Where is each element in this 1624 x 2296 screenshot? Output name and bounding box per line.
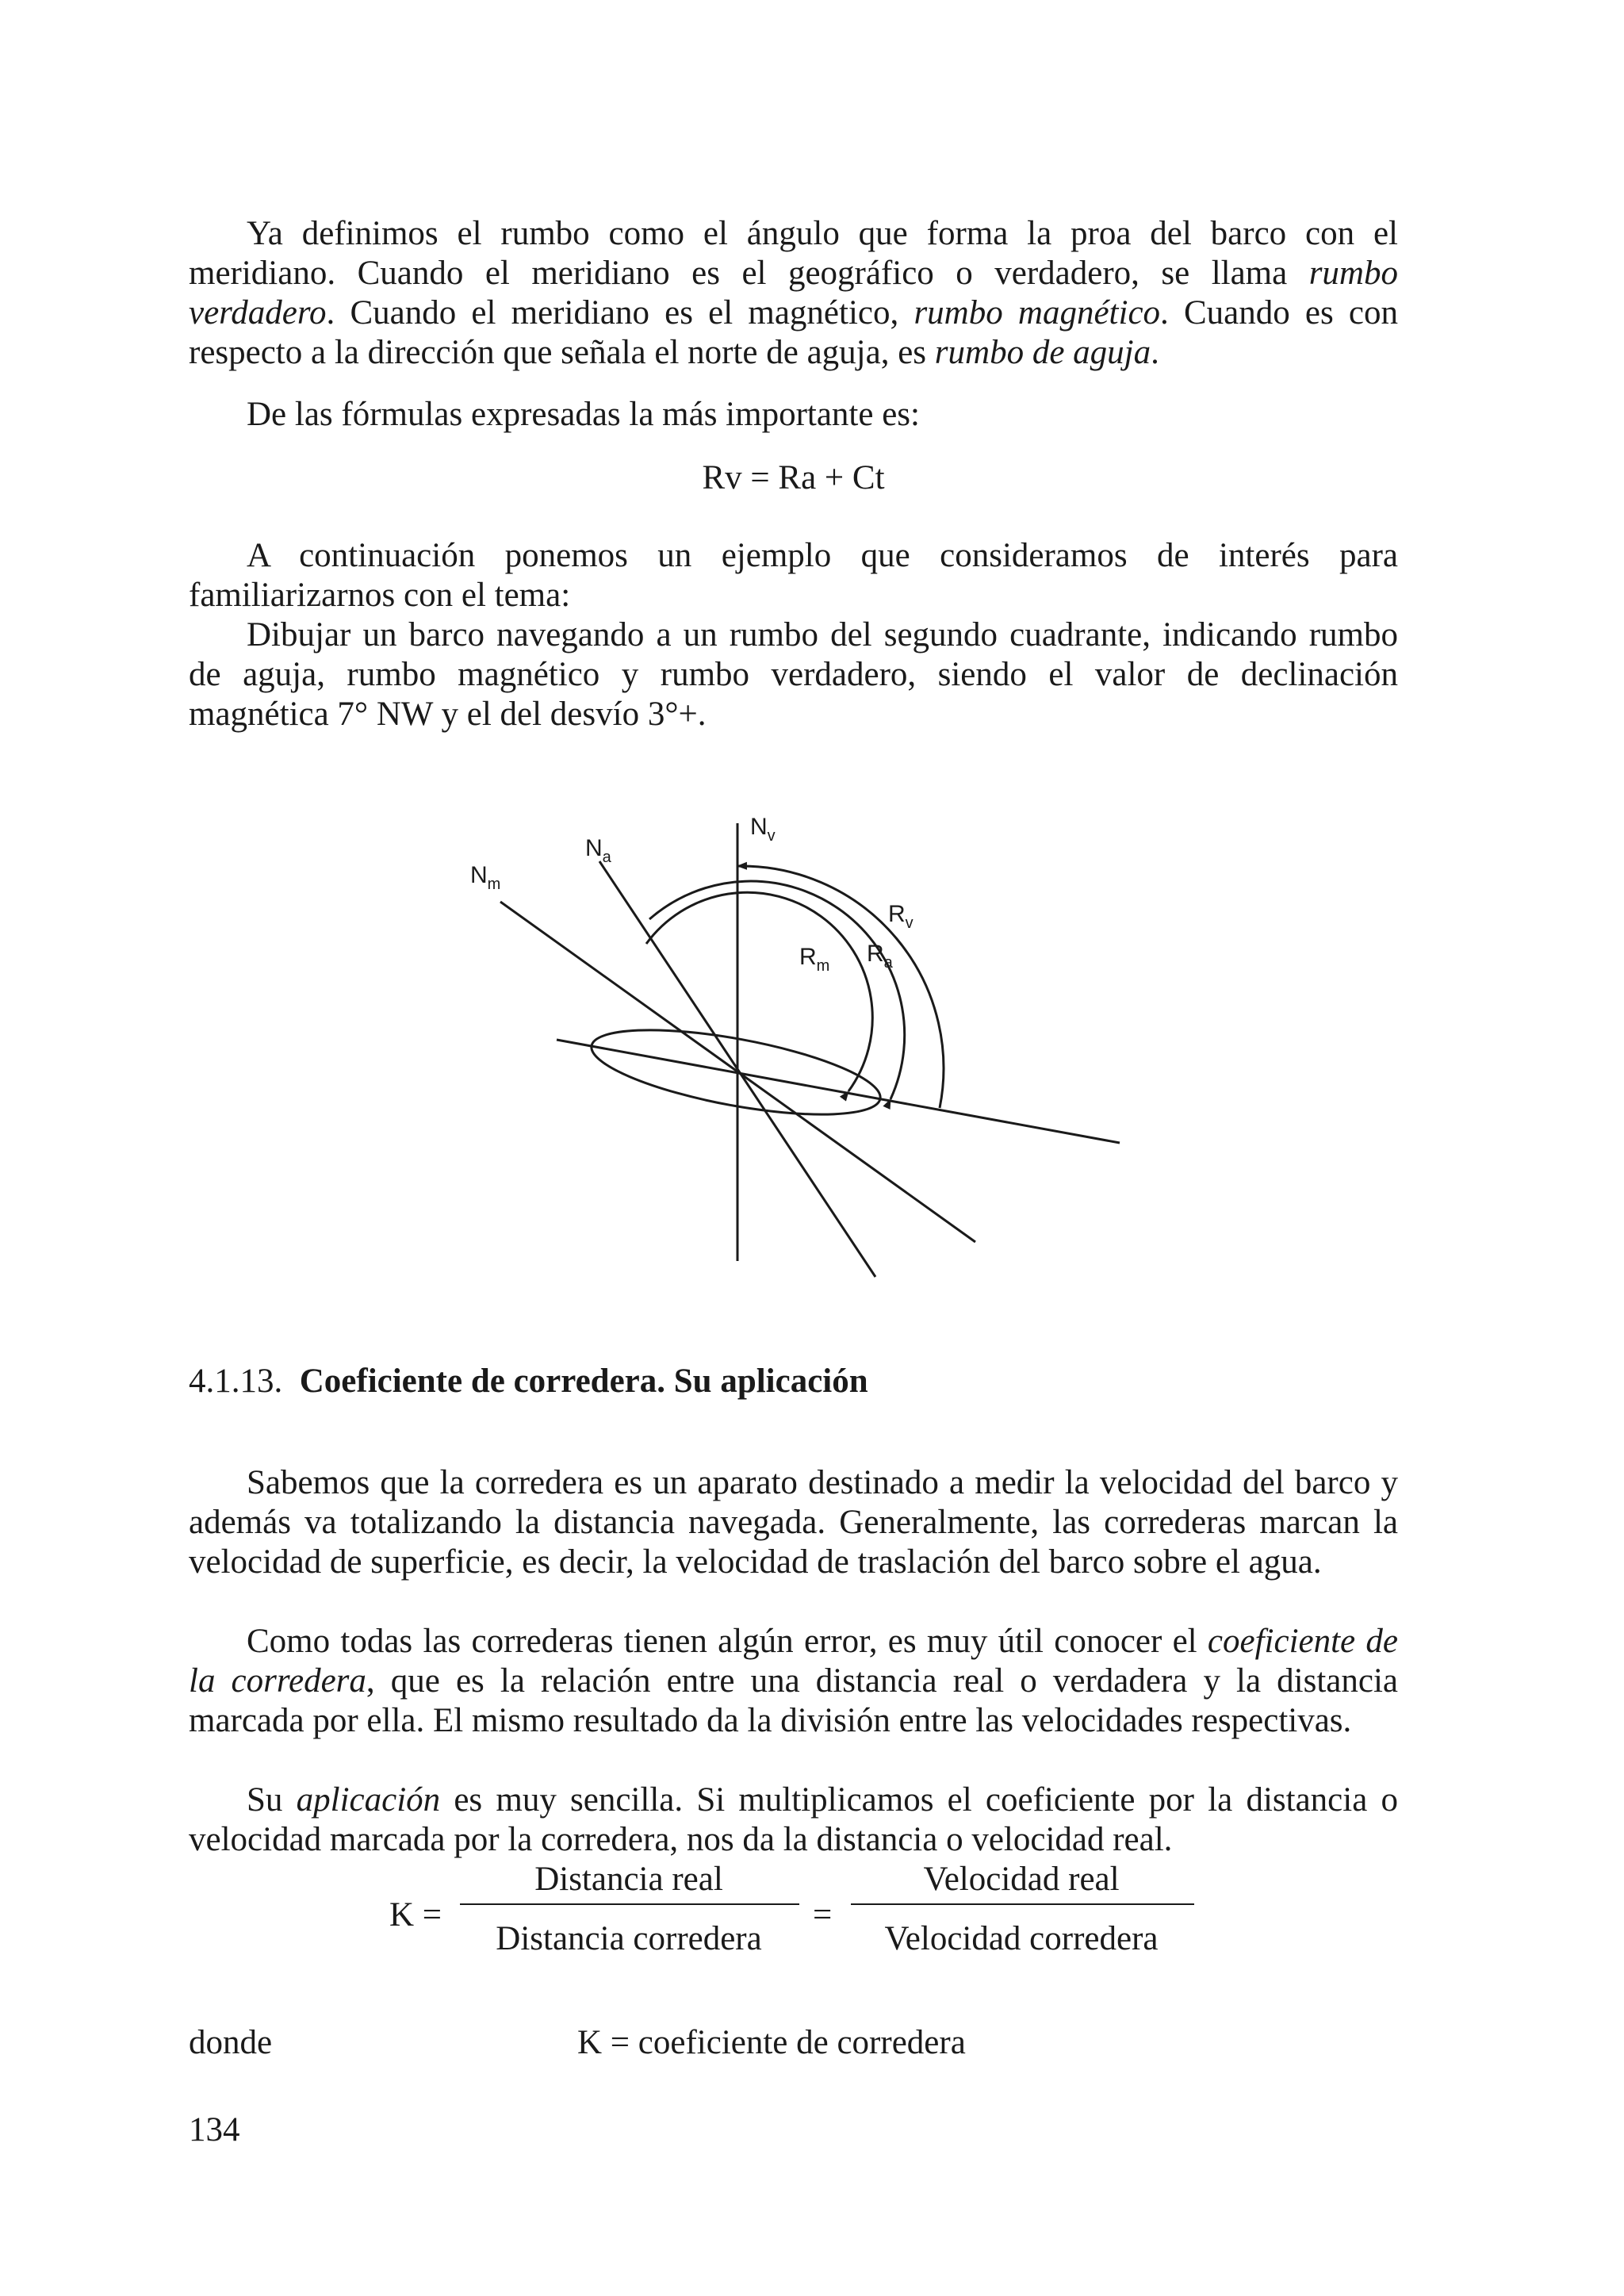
text-span: . Cuando el meridiano es el magnético, [326, 294, 914, 332]
denominator-velocity: Velocidad corredera [884, 1920, 1159, 1957]
text-span: . [1151, 334, 1159, 371]
fraction-bar [851, 1903, 1194, 1905]
text-span: Ya definimos el rumbo como el ángulo que forma la proa del barco con el meridiano. Cuando el meridiano es el geográfico o verdadero, se llama [189, 215, 1398, 292]
equation-rv: Rv = Ra + Ct [702, 459, 885, 496]
italic-term: rumbo de aguja [934, 334, 1151, 371]
nm-label: $N_m$ [470, 862, 501, 893]
coefficient-formula [189, 1860, 1398, 1971]
fraction-bar [460, 1903, 799, 1905]
formula-lhs: K = [389, 1896, 442, 1934]
na-label: $N_a$ [585, 835, 611, 866]
italic-term: rumbo magnético [914, 294, 1161, 332]
rv-label: $R_v$ [888, 901, 914, 932]
donde-label: donde [189, 2024, 273, 2061]
denominator-distance: Distancia corredera [496, 1920, 762, 1957]
text-span: Como todas las correderas tienen algún error, es muy útil conocer el [247, 1623, 1208, 1660]
text-span: . Cuando es con respecto a la dirección que señala el norte de aguja, es [189, 294, 1399, 371]
numerator-distance: Distancia real [534, 1861, 723, 1898]
rv-arc [737, 866, 944, 1108]
italic-term: rumbo verdadero [189, 255, 1398, 332]
numerator-velocity: Velocidad real [923, 1861, 1120, 1898]
text-span: Su [247, 1781, 297, 1819]
nv-label: $N_v$ [750, 814, 776, 845]
paragraph-formula-intro: De las fórmulas expresadas la más importante es: [247, 396, 920, 433]
paragraph-aplicacion [189, 1780, 1398, 1860]
section-heading [189, 1362, 868, 1401]
rumbo-diagram [189, 214, 1398, 1324]
ra-label: $R_a$ [867, 941, 893, 972]
paragraph-corredera-intro: Sabemos que la corredera es un aparato destinado a medir la velocidad del barco y además va totalizando la distancia navegada. Generalmente, las correderas marcan la velocidad de superficie, es decir, la velocidad de traslación del barco sobre el agua. [189, 1464, 1398, 1581]
paragraph-example-intro: A continuación ponemos un ejemplo que consideramos de interés para familiarizarnos con el tema: [189, 537, 1398, 614]
heading-line [557, 1040, 1120, 1143]
ra-arc [649, 881, 905, 1099]
italic-term: aplicación [296, 1781, 441, 1819]
k-definition: K = coeficiente de corredera [577, 2024, 966, 2061]
rm-label: $R_m$ [799, 944, 830, 975]
italic-term: coeficiente de la corredera [189, 1623, 1398, 1700]
text-span: , que es la relación entre una distancia real o verdadera y la distancia marcada por ella. El mismo resultado da la división entre las velocidades respectivas. [189, 1662, 1399, 1739]
page-number: 134 [189, 2111, 240, 2148]
text-span: es muy sencilla. Si multiplicamos el coeficiente por la distancia o velocidad marcada por la corredera, nos da la distancia o velocidad real. [189, 1781, 1398, 1858]
formula-equals: = [813, 1896, 833, 1934]
section-number: 4.1.13. [189, 1363, 283, 1400]
paragraph-example-task: Dibujar un barco navegando a un rumbo del segundo cuadrante, indicando rumbo de aguja, rumbo magnético y rumbo verdadero, siendo el valor de declinación magnética 7° NW y el del desvío 3°+. [189, 616, 1398, 733]
section-title: Coeficiente de corredera. Su aplicación [299, 1363, 868, 1400]
paragraph-coeficiente [189, 1622, 1398, 1741]
